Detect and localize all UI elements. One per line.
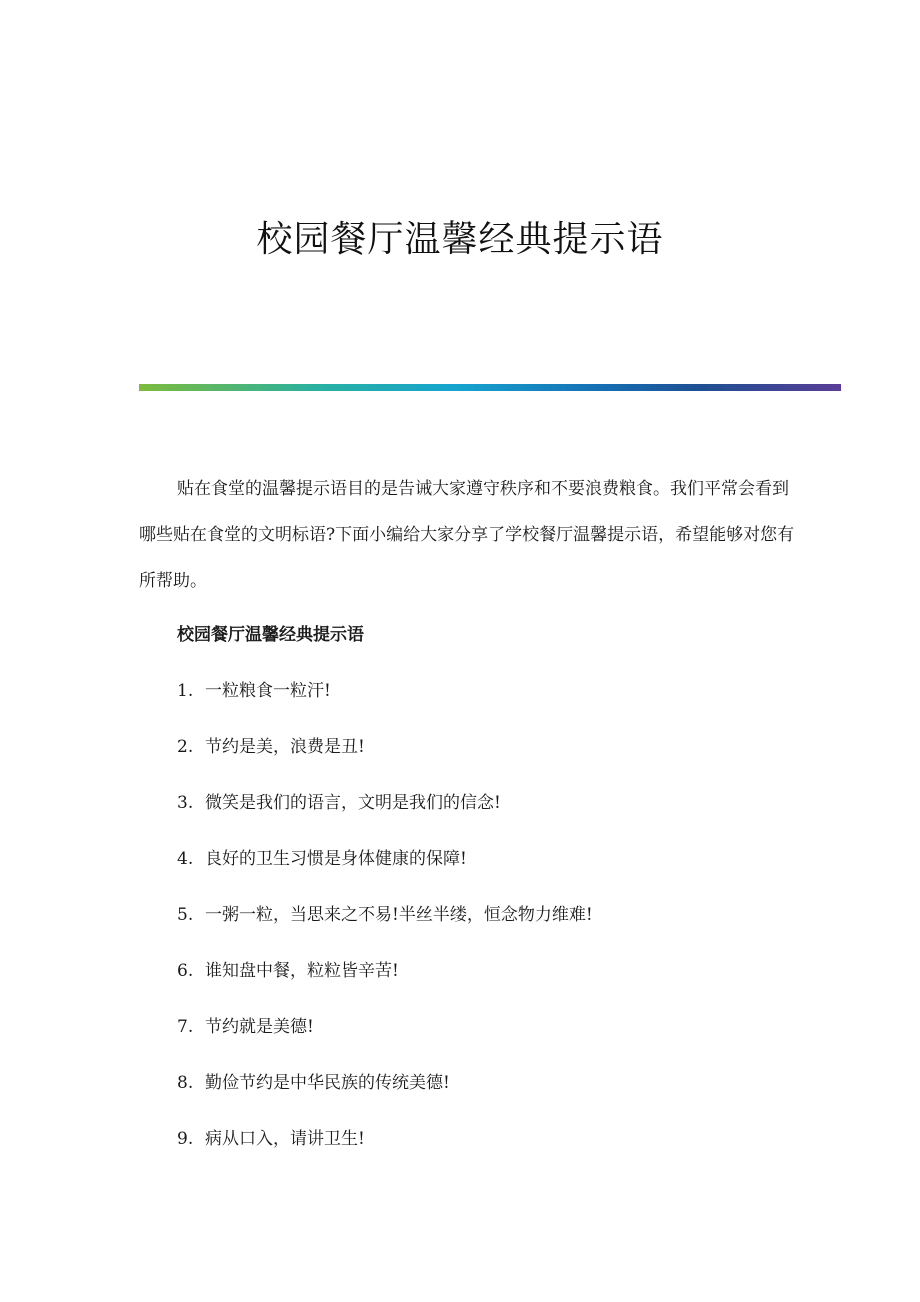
item-text: 勤俭节约是中华民族的传统美德! — [205, 1073, 450, 1093]
item-number: 7. — [177, 1017, 194, 1037]
item-number: 3. — [177, 793, 194, 813]
list-item — [177, 844, 593, 900]
item-number: 9. — [177, 1129, 194, 1149]
list-item — [177, 900, 593, 956]
item-text: 病从口入，请讲卫生! — [205, 1129, 365, 1149]
item-number: 2. — [177, 737, 194, 757]
item-text: 节约就是美德! — [205, 1017, 314, 1037]
item-text: 一粒粮食一粒汗! — [205, 681, 331, 701]
list-item — [177, 676, 593, 732]
item-number: 4. — [177, 849, 194, 869]
item-number: 5. — [177, 905, 194, 925]
item-number: 1. — [177, 681, 194, 701]
list-item — [177, 1068, 593, 1124]
item-text: 一粥一粒，当思来之不易!半丝半缕，恒念物力维难! — [205, 905, 593, 925]
section-heading: 校园餐厅温馨经典提示语 — [177, 625, 364, 645]
item-number: 8. — [177, 1073, 194, 1093]
slogan-list — [177, 676, 593, 1180]
intro-paragraph: 贴在食堂的温馨提示语目的是告诫大家遵守秩序和不要浪费粮食。我们平常会看到哪些贴在食堂的文明标语?下面小编给大家分享了学校餐厅温馨提示语，希望能够对您有所帮助。 — [139, 479, 795, 591]
item-text: 微笑是我们的语言，文明是我们的信念! — [205, 793, 501, 813]
list-item — [177, 1012, 593, 1068]
list-item — [177, 788, 593, 844]
gradient-divider — [139, 384, 841, 391]
list-item — [177, 1124, 593, 1180]
list-item — [177, 732, 593, 788]
item-text: 节约是美，浪费是丑! — [205, 737, 365, 757]
item-text: 良好的卫生习惯是身体健康的保障! — [205, 849, 467, 869]
item-number: 6. — [177, 961, 194, 981]
list-item — [177, 956, 593, 1012]
item-text: 谁知盘中餐，粒粒皆辛苦! — [205, 961, 399, 981]
page-title: 校园餐厅温馨经典提示语 — [256, 219, 664, 260]
